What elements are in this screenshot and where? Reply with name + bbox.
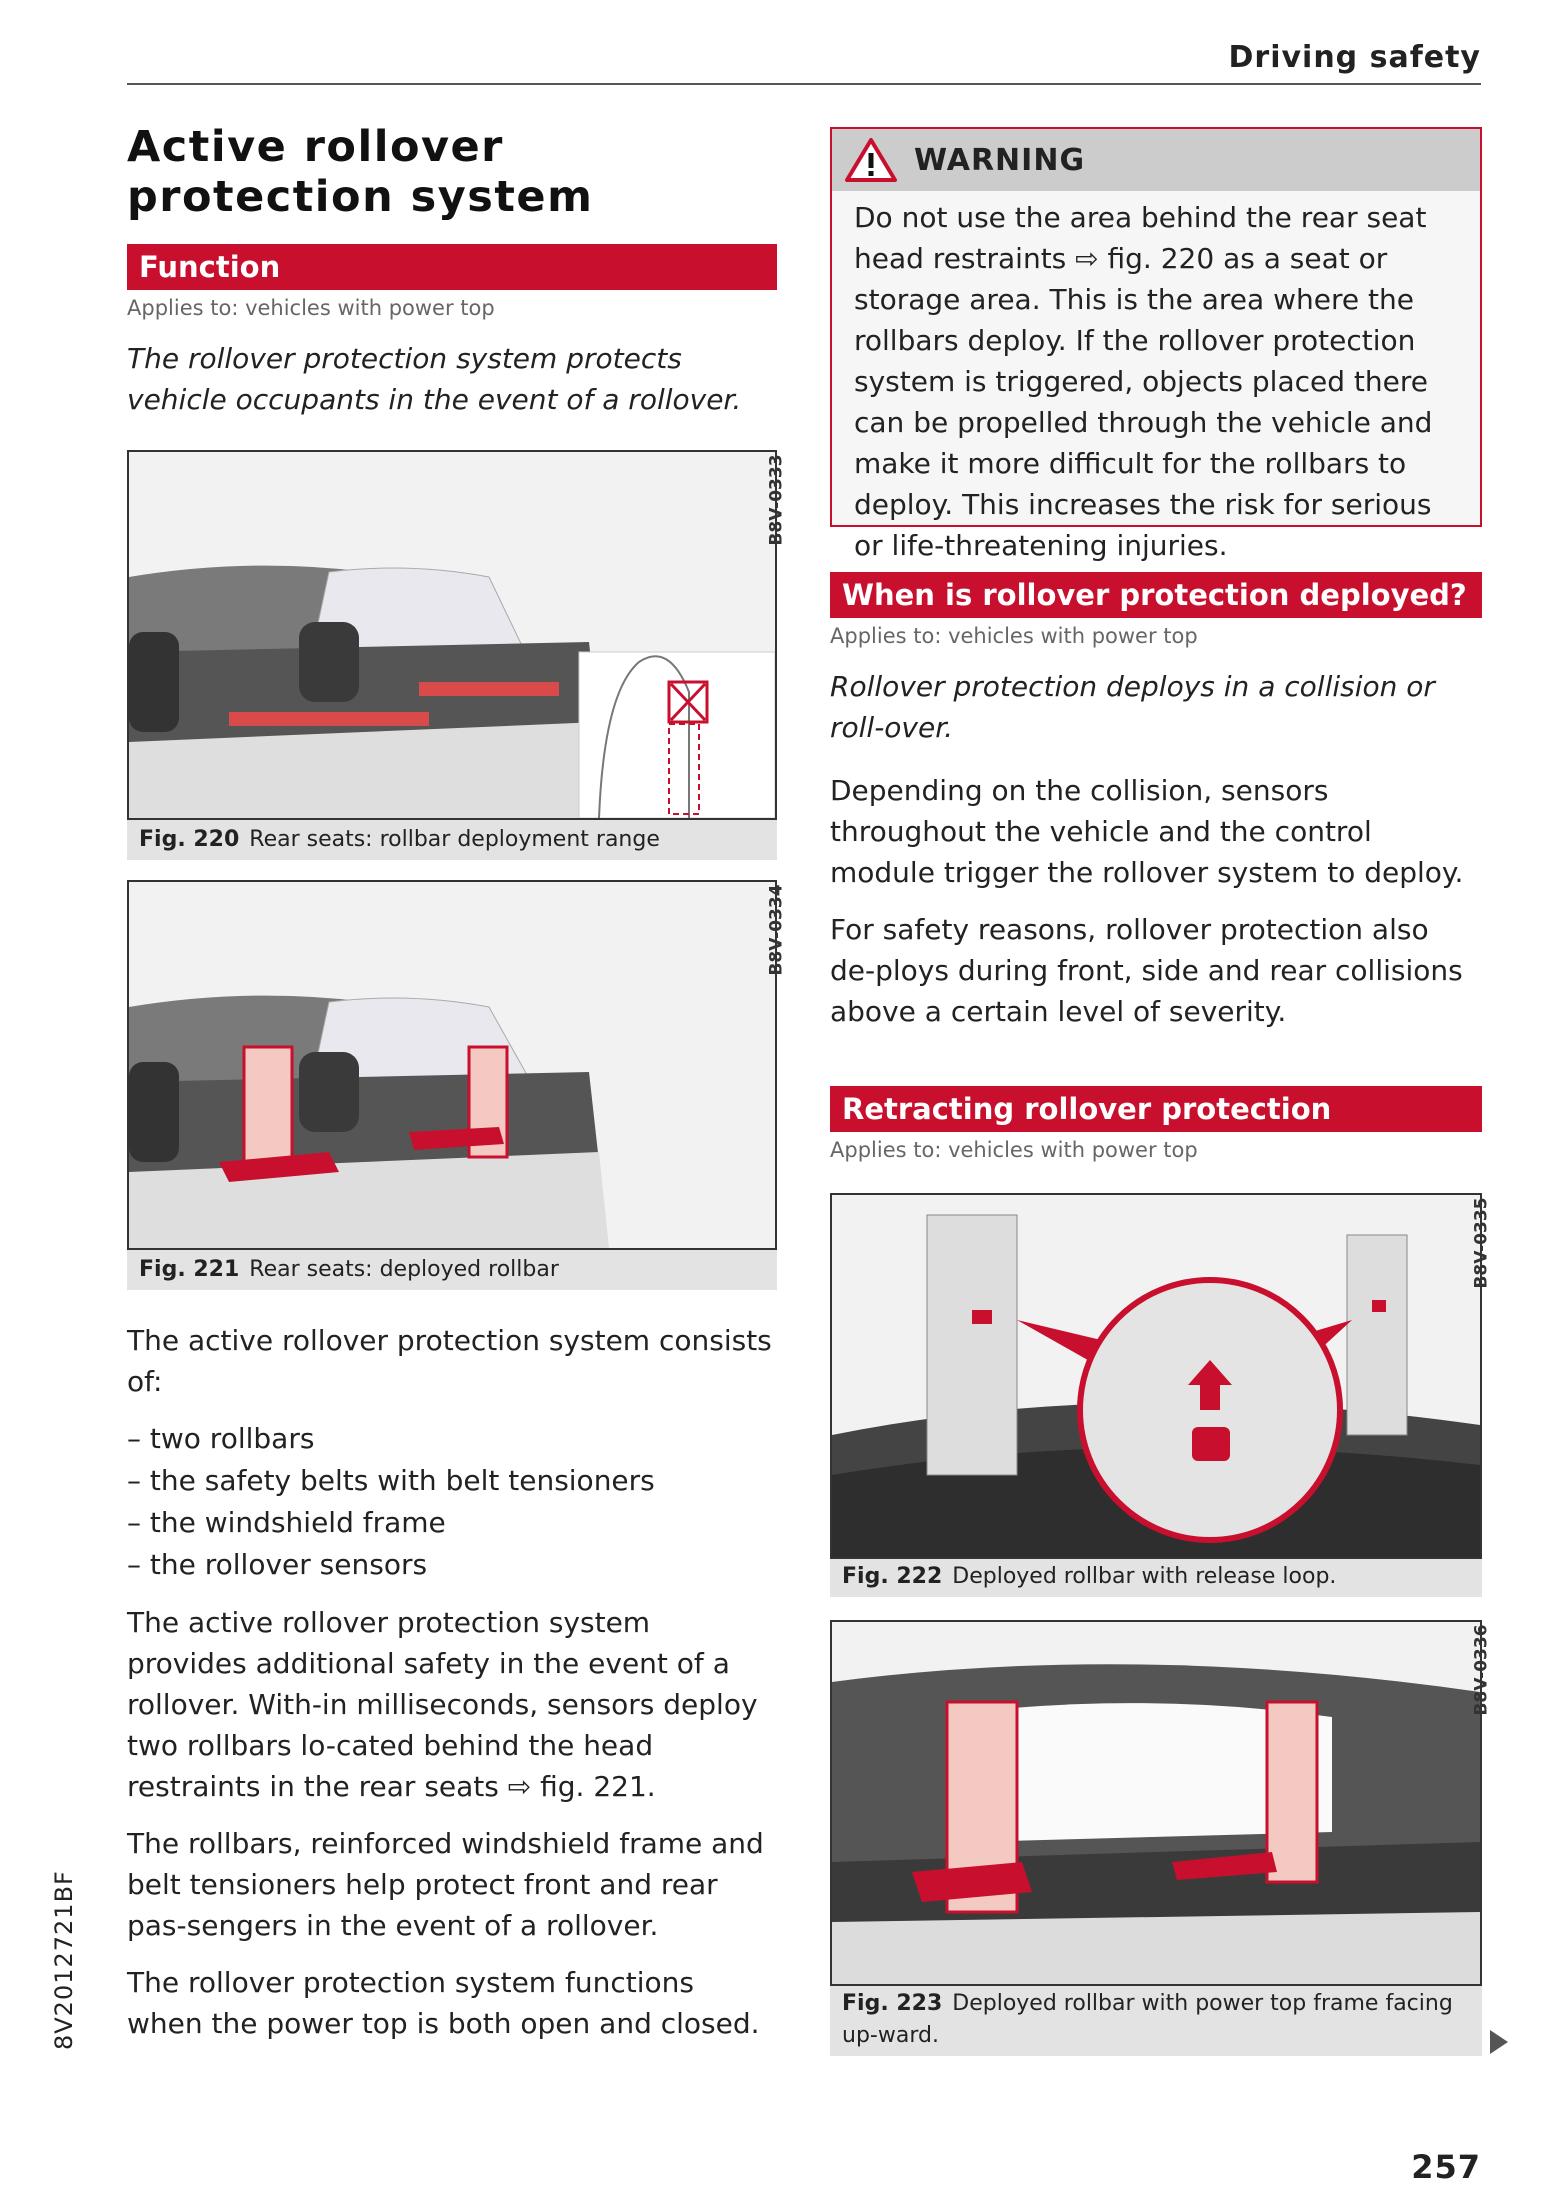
figure-221-caption-text: Rear seats: deployed rollbar [249, 1257, 559, 1282]
left-body-text [127, 1320, 777, 2044]
figure-222-image [830, 1193, 1482, 1559]
list-item: – the windshield frame [127, 1506, 446, 1539]
list-item: – two rollbars [127, 1422, 315, 1455]
warning-triangle-icon [844, 137, 898, 183]
paragraph-additional-safety: The active rollover protection system provides additional safety in the event of a rollover. With-in milliseconds, sensors deploy two rollbars lo-cated behind the head restraints in the rear seats ⇨ fig. 221. [127, 1606, 758, 1803]
deployed-heading: When is rollover protection deployed? [830, 572, 1482, 618]
rollbar-release-loop-illustration [832, 1195, 1480, 1557]
warning-text: Do not use the area behind the rear seat head restraints ⇨ fig. 220 as a seat or storage area. This is the area where the rollbars deploy. If the rollover protection system is triggered, objects placed there can be propelled through the vehicle and make it more difficult for the rollbars to deploy. This increases the risk for serious or life-threatening injuries. [854, 201, 1433, 562]
deployed-applies: Applies to: vehicles with power top [830, 624, 1198, 648]
function-applies: Applies to: vehicles with power top [127, 296, 495, 320]
rear-seat-deployment-range-illustration [129, 452, 775, 818]
figure-223-caption-text: Deployed rollbar with power top frame facing up-ward. [842, 1991, 1453, 2048]
figure-222 [830, 1193, 1492, 1597]
retract-section [830, 1086, 1482, 1162]
warning-header [832, 129, 1480, 191]
figure-220-caption [139, 824, 660, 856]
warning-box [830, 127, 1482, 562]
function-section [127, 244, 777, 420]
list-item: – the rollover sensors [127, 1548, 428, 1581]
figure-223-image [830, 1620, 1482, 1986]
document-code: 8V2012721BF [50, 1870, 78, 2050]
figure-221-code: B8V-0334 [766, 884, 787, 976]
warning-title: WARNING [914, 142, 1086, 178]
retract-applies: Applies to: vehicles with power top [830, 1138, 1198, 1162]
paragraph-rollbars-protect: The rollbars, reinforced windshield frame and belt tensioners help protect front and rear pas-sengers in the event of a rollover. [127, 1827, 764, 1942]
function-heading: Function [127, 244, 777, 290]
figure-220 [127, 450, 787, 860]
figure-223-code: B8V-0336 [1471, 1624, 1492, 1716]
header-rule [127, 83, 1481, 85]
figure-222-label: Fig. 222 [842, 1564, 943, 1589]
paragraph-functions-when: The rollover protection system functions when the power top is both open and closed. [127, 1966, 760, 2040]
figure-222-caption-text: Deployed rollbar with release loop. [952, 1564, 1337, 1589]
page-title [127, 122, 777, 222]
deployed-rollbar-illustration [129, 882, 775, 1248]
page-number: 257 [1411, 2148, 1481, 2186]
continue-arrow-icon [1490, 2030, 1508, 2054]
page-title-line-1: Active rollover [127, 122, 504, 172]
deployed-section [830, 572, 1482, 1032]
list-item: – the safety belts with belt tensioners [127, 1464, 655, 1497]
figure-220-image [127, 450, 777, 820]
figure-220-code: B8V-0333 [766, 454, 787, 546]
figure-223-label: Fig. 223 [842, 1991, 943, 2016]
figure-221-caption [139, 1254, 559, 1286]
figure-223-caption [842, 1988, 1462, 2052]
deployed-intro: Rollover protection deploys in a collision or roll-over. [830, 670, 1435, 744]
consists-of-text: The active rollover protection system consists of: [127, 1324, 772, 1398]
components-list [127, 1418, 777, 1586]
retract-heading: Retracting rollover protection [830, 1086, 1482, 1132]
running-header: Driving safety [1228, 40, 1481, 75]
figure-221-image [127, 880, 777, 1250]
figure-220-label: Fig. 220 [139, 827, 240, 852]
rollbar-power-top-frame-illustration [832, 1622, 1480, 1984]
function-intro: The rollover protection system protects vehicle occupants in the event of a rollover. [127, 342, 742, 416]
figure-223 [830, 1620, 1492, 2056]
figure-221 [127, 880, 787, 1290]
deployed-paragraph-2: For safety reasons, rollover protection also de-ploys during front, side and rear collisions above a certain level of severity. [830, 913, 1463, 1028]
figure-220-caption-text: Rear seats: rollbar deployment range [249, 827, 660, 852]
deployed-paragraph-1: Depending on the collision, sensors throughout the vehicle and the control module trigger the rollover system to deploy. [830, 774, 1464, 889]
figure-222-caption [842, 1561, 1336, 1593]
page-title-line-2: protection system [127, 172, 594, 222]
figure-221-label: Fig. 221 [139, 1257, 240, 1282]
figure-222-code: B8V-0335 [1471, 1197, 1492, 1289]
